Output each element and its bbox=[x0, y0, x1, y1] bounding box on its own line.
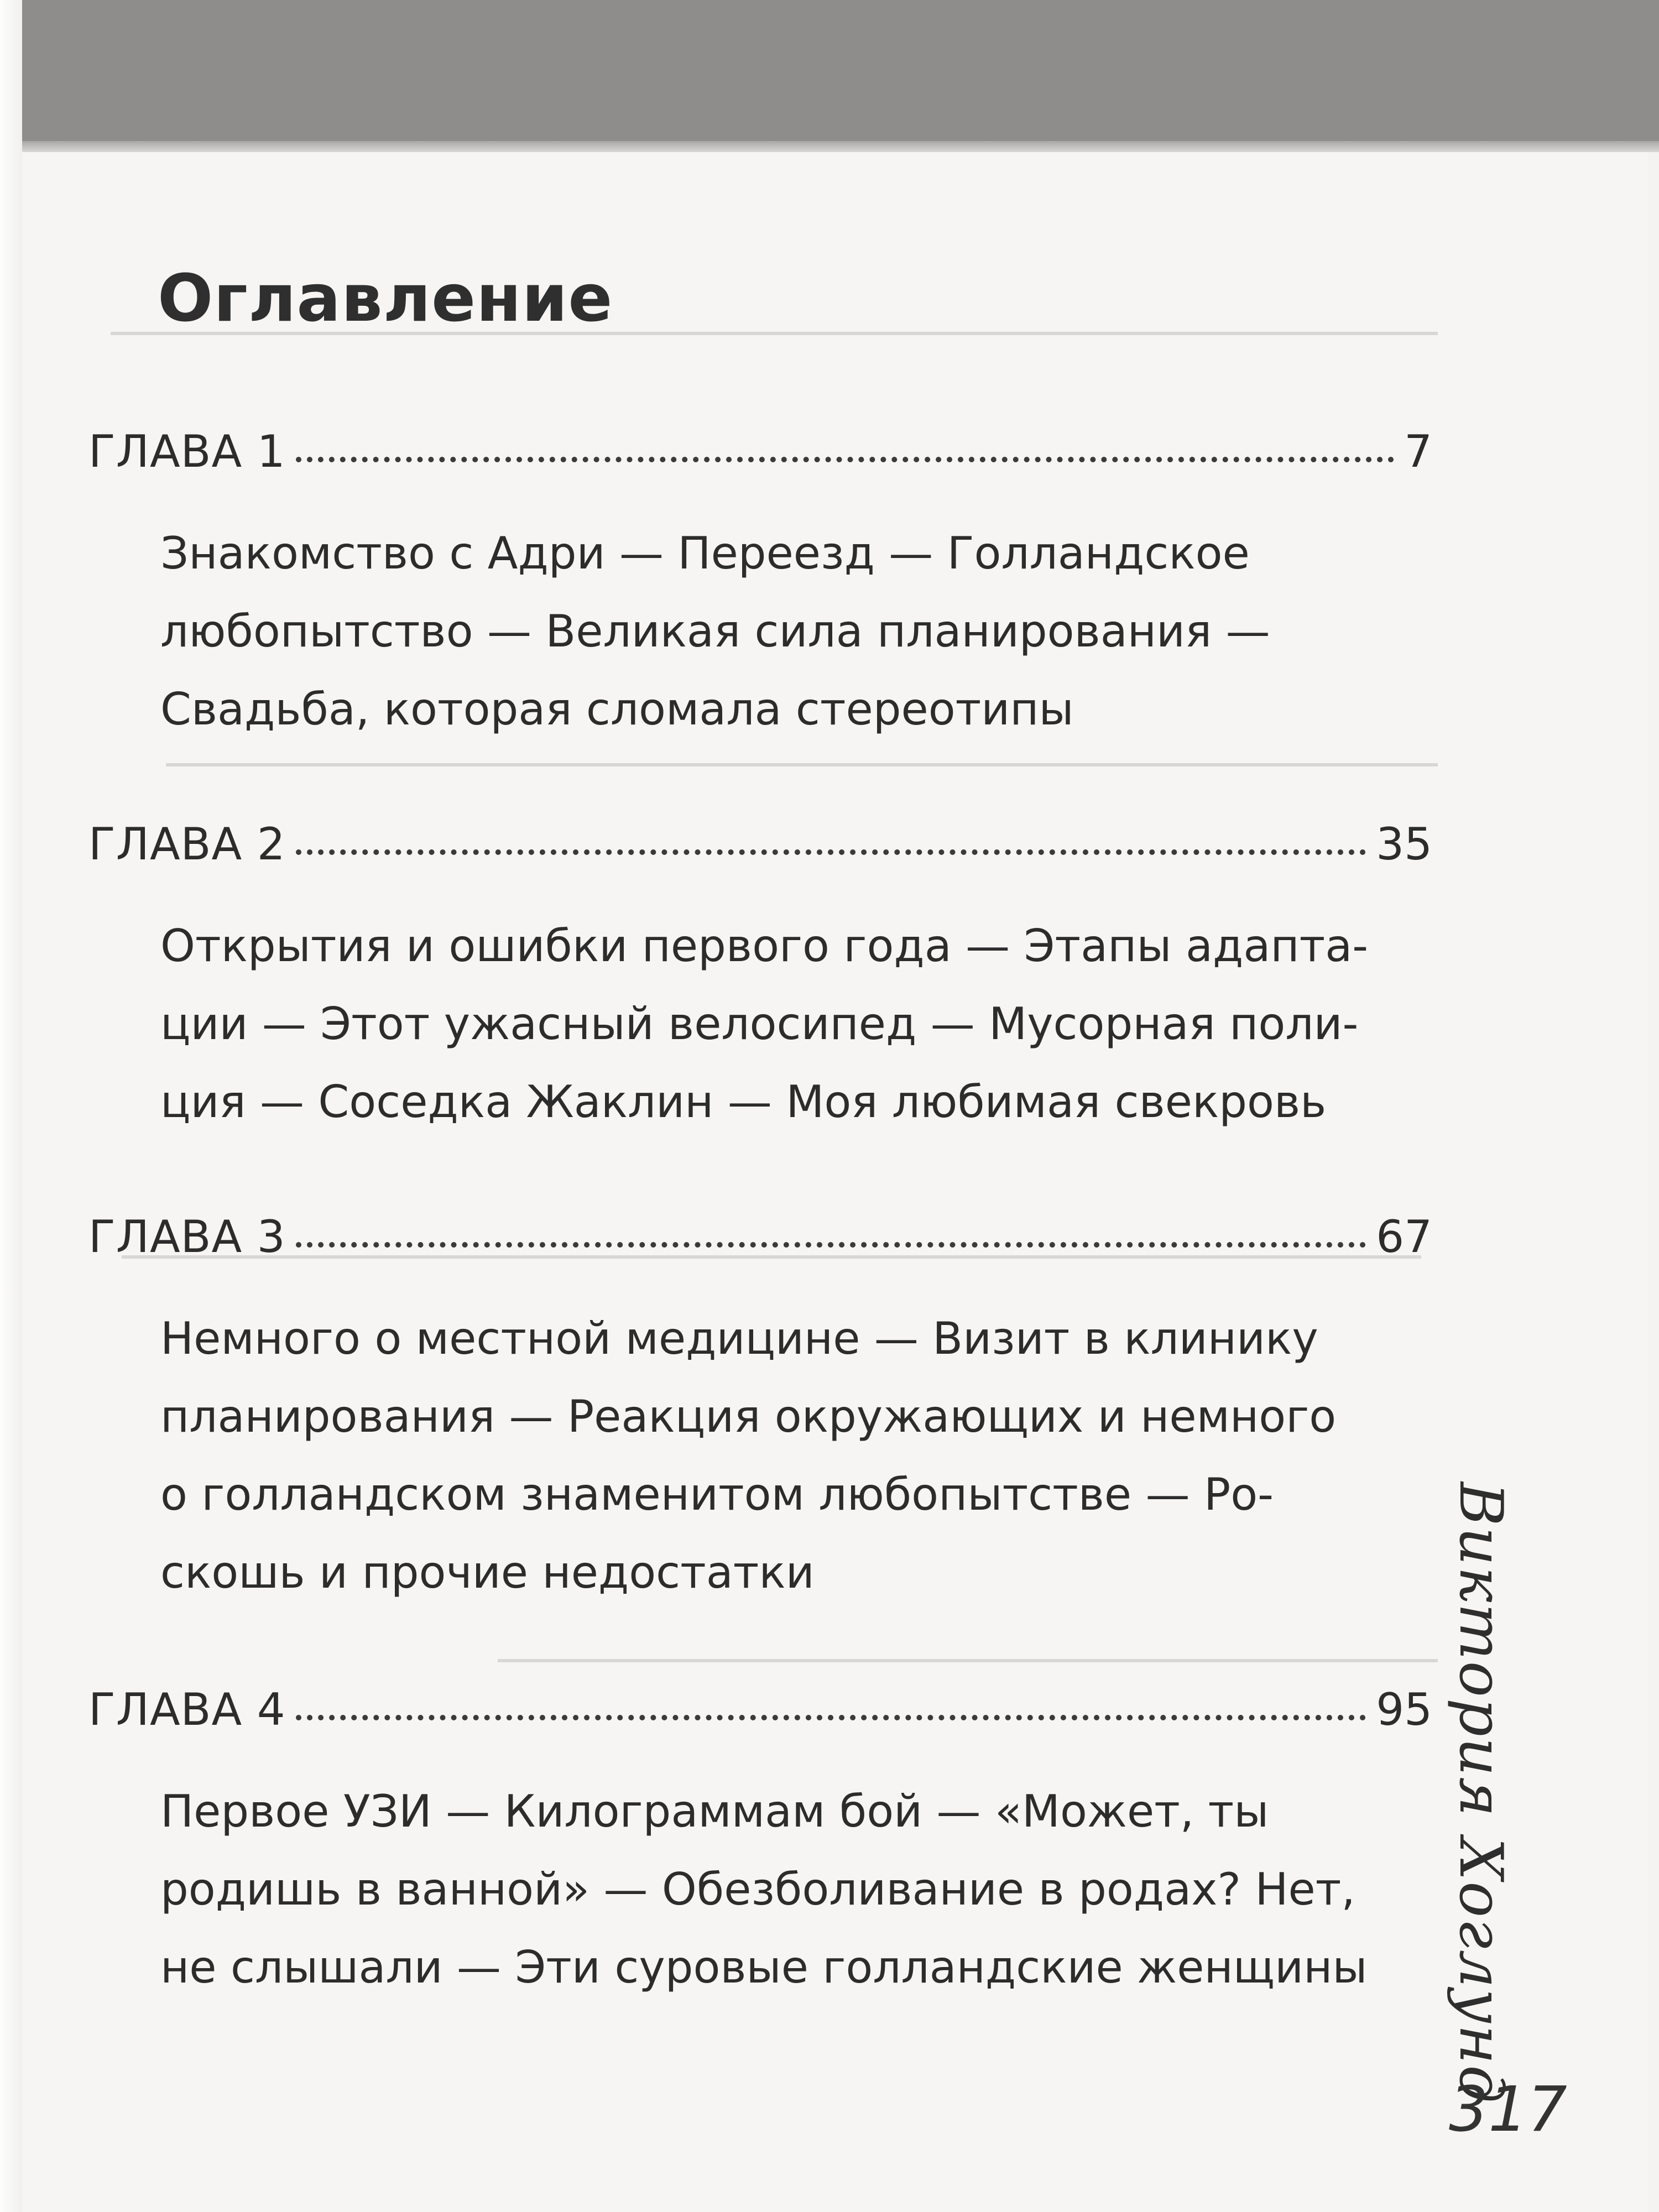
description-line: любопытство — Великая сила планирования — bbox=[160, 606, 1270, 657]
header-band bbox=[22, 0, 1659, 141]
header-band-edge bbox=[22, 141, 1659, 152]
description-line: не слышали — Эти суровые голландские женщины bbox=[160, 1942, 1368, 1993]
dot-leader bbox=[296, 457, 1394, 462]
chapter-label: ГЛАВА 3 bbox=[88, 1211, 286, 1262]
dot-leader bbox=[296, 1242, 1366, 1248]
page-number: 317 bbox=[1449, 2074, 1567, 2146]
toc-entry-heading bbox=[88, 426, 1432, 514]
dot-leader bbox=[296, 849, 1366, 855]
show-through-line bbox=[166, 763, 1438, 766]
description-line: Немного о местной медицине — Визит в клинику bbox=[160, 1313, 1318, 1364]
description-line: скошь и прочие недостатки bbox=[160, 1547, 815, 1598]
chapter-description bbox=[160, 1772, 1432, 2006]
description-line: Первое УЗИ — Килограммам бой — «Может, ты bbox=[160, 1786, 1269, 1837]
description-line: планирования — Реакция окружающих и немного bbox=[160, 1391, 1337, 1442]
description-line: Свадьба, которая сломала стереотипы bbox=[160, 684, 1074, 735]
chapter-description bbox=[160, 907, 1432, 1141]
chapter-description bbox=[160, 514, 1432, 748]
toc-entry-chapter-1[interactable] bbox=[88, 426, 1432, 748]
toc-title: Оглавление bbox=[158, 260, 613, 336]
chapter-page-number: 7 bbox=[1404, 426, 1432, 477]
chapter-description bbox=[160, 1300, 1432, 1611]
description-line: Знакомство с Адри — Переезд — Голландское bbox=[160, 528, 1250, 579]
toc-entry-chapter-2[interactable] bbox=[88, 818, 1432, 1141]
description-line: Открытия и ошибки первого года — Этапы адапта- bbox=[160, 920, 1369, 972]
author-name: Виктория Хоглунд bbox=[1446, 1482, 1515, 2104]
chapter-label: ГЛАВА 4 bbox=[88, 1684, 286, 1735]
chapter-page-number: 67 bbox=[1376, 1211, 1432, 1262]
description-line: родишь в ванной» — Обезболивание в родах? Нет, bbox=[160, 1864, 1355, 1915]
toc-entry-heading bbox=[88, 818, 1432, 907]
toc-entry-heading bbox=[88, 1211, 1432, 1300]
chapter-page-number: 35 bbox=[1376, 818, 1432, 870]
chapter-page-number: 95 bbox=[1376, 1684, 1432, 1735]
toc-entry-chapter-4[interactable] bbox=[88, 1684, 1432, 2006]
description-line: ция — Соседка Жаклин — Моя любимая свекровь bbox=[160, 1076, 1327, 1128]
description-line: о голландском знаменитом любопытстве — Ро- bbox=[160, 1469, 1274, 1520]
page-gutter bbox=[0, 0, 22, 2212]
description-line: ции — Этот ужасный велосипед — Мусорная поли- bbox=[160, 998, 1359, 1050]
toc-entry-chapter-3[interactable] bbox=[88, 1211, 1432, 1611]
chapter-label: ГЛАВА 1 bbox=[88, 426, 286, 477]
toc-entry-heading bbox=[88, 1684, 1432, 1772]
chapter-label: ГЛАВА 2 bbox=[88, 818, 286, 870]
dot-leader bbox=[296, 1715, 1366, 1720]
show-through-line bbox=[498, 1659, 1438, 1662]
